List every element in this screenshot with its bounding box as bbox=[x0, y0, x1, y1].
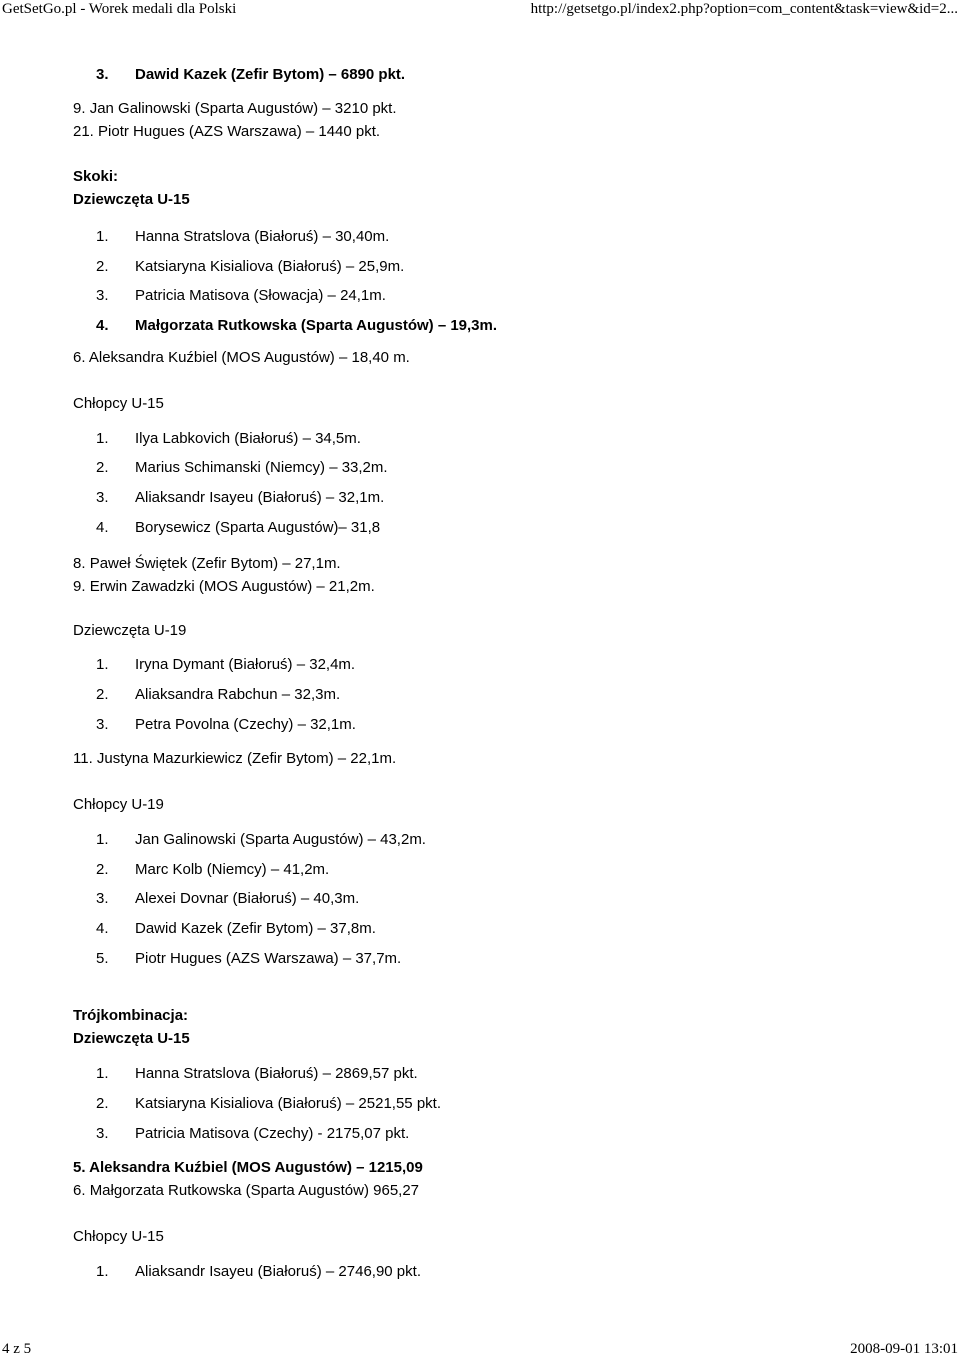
list-item: 4. Dawid Kazek (Zefir Bytom) – 37,8m. bbox=[96, 920, 376, 937]
group-title-ch19: Chłopcy U-19 bbox=[73, 796, 164, 813]
group-title-ch15: Chłopcy U-15 bbox=[73, 1228, 164, 1245]
list-item: 1. Iryna Dymant (Białoruś) – 32,4m. bbox=[96, 656, 356, 673]
page-header-url: http://getsetgo.pl/index2.php?option=com_content&task=view&id=2... bbox=[530, 1, 958, 17]
list-item: 2. Marc Kolb (Niemcy) – 41,2m. bbox=[96, 861, 330, 878]
list-item: 1. Aliaksandr Isayeu (Białoruś) – 2746,90 pkt. bbox=[96, 1263, 421, 1280]
list-item: 4. Borysewicz (Sparta Augustów)– 31,8 bbox=[96, 519, 381, 536]
list-item: 3. Aliaksandr Isayeu (Białoruś) – 32,1m. bbox=[96, 489, 385, 506]
list-item: 1. Hanna Stratslova (Białoruś) – 30,40m. bbox=[96, 228, 390, 245]
list-item: 1. Ilya Labkovich (Białoruś) – 34,5m. bbox=[96, 430, 361, 447]
list-item: 3. Patricia Matisova (Czechy) - 2175,07 pkt. bbox=[96, 1125, 410, 1142]
section-title-skoki: Skoki: bbox=[73, 168, 119, 185]
list-item: 3. Alexei Dovnar (Białoruś) – 40,3m. bbox=[96, 890, 360, 907]
list-item: 9. Erwin Zawadzki (MOS Augustów) – 21,2m. bbox=[73, 578, 375, 595]
list-item: 9. Jan Galinowski (Sparta Augustów) – 3210 pkt. bbox=[73, 100, 397, 117]
list-item: 2. Marius Schimanski (Niemcy) – 33,2m. bbox=[96, 459, 388, 476]
page-footer-page-number: 4 z 5 bbox=[2, 1341, 32, 1357]
list-item: 21. Piotr Hugues (AZS Warszawa) – 1440 pkt. bbox=[73, 123, 381, 140]
page-footer-datetime: 2008-09-01 13:01 bbox=[850, 1341, 958, 1357]
section-title-trojkombinacja: Trójkombinacja: bbox=[73, 1007, 189, 1024]
list-item: 2. Katsiaryna Kisialiova (Białoruś) – 25,9m. bbox=[96, 258, 405, 275]
list-item: 11. Justyna Mazurkiewicz (Zefir Bytom) – 22,1m. bbox=[73, 750, 397, 767]
group-title-dz15: Dziewczęta U-15 bbox=[73, 191, 190, 208]
group-title-dz19: Dziewczęta U-19 bbox=[73, 622, 187, 639]
list-item: 3. Dawid Kazek (Zefir Bytom) – 6890 pkt. bbox=[96, 66, 406, 83]
group-title-dz15: Dziewczęta U-15 bbox=[73, 1030, 190, 1047]
list-item: 6. Aleksandra Kuźbiel (MOS Augustów) – 18,40 m. bbox=[73, 349, 410, 366]
list-item: 5. Piotr Hugues (AZS Warszawa) – 37,7m. bbox=[96, 950, 402, 967]
list-item: 3. Patricia Matisova (Słowacja) – 24,1m. bbox=[96, 287, 386, 304]
list-item: 4. Małgorzata Rutkowska (Sparta Augustów) – 19,3m. bbox=[96, 317, 498, 334]
list-item: 3. Petra Povolna (Czechy) – 32,1m. bbox=[96, 716, 356, 733]
list-item: 1. Jan Galinowski (Sparta Augustów) – 43,2m. bbox=[96, 831, 426, 848]
list-item: 2. Katsiaryna Kisialiova (Białoruś) – 2521,55 pkt. bbox=[96, 1095, 441, 1112]
list-item: 6. Małgorzata Rutkowska (Sparta Augustów) 965,27 bbox=[73, 1182, 420, 1199]
list-item: 2. Aliaksandra Rabchun – 32,3m. bbox=[96, 686, 341, 703]
group-title-ch15: Chłopcy U-15 bbox=[73, 395, 164, 412]
list-item: 1. Hanna Stratslova (Białoruś) – 2869,57 pkt. bbox=[96, 1065, 418, 1082]
page-header-title: GetSetGo.pl - Worek medali dla Polski bbox=[2, 1, 237, 17]
list-item: 5. Aleksandra Kuźbiel (MOS Augustów) – 1215,09 bbox=[73, 1159, 423, 1176]
list-item: 8. Paweł Świętek (Zefir Bytom) – 27,1m. bbox=[73, 555, 341, 572]
